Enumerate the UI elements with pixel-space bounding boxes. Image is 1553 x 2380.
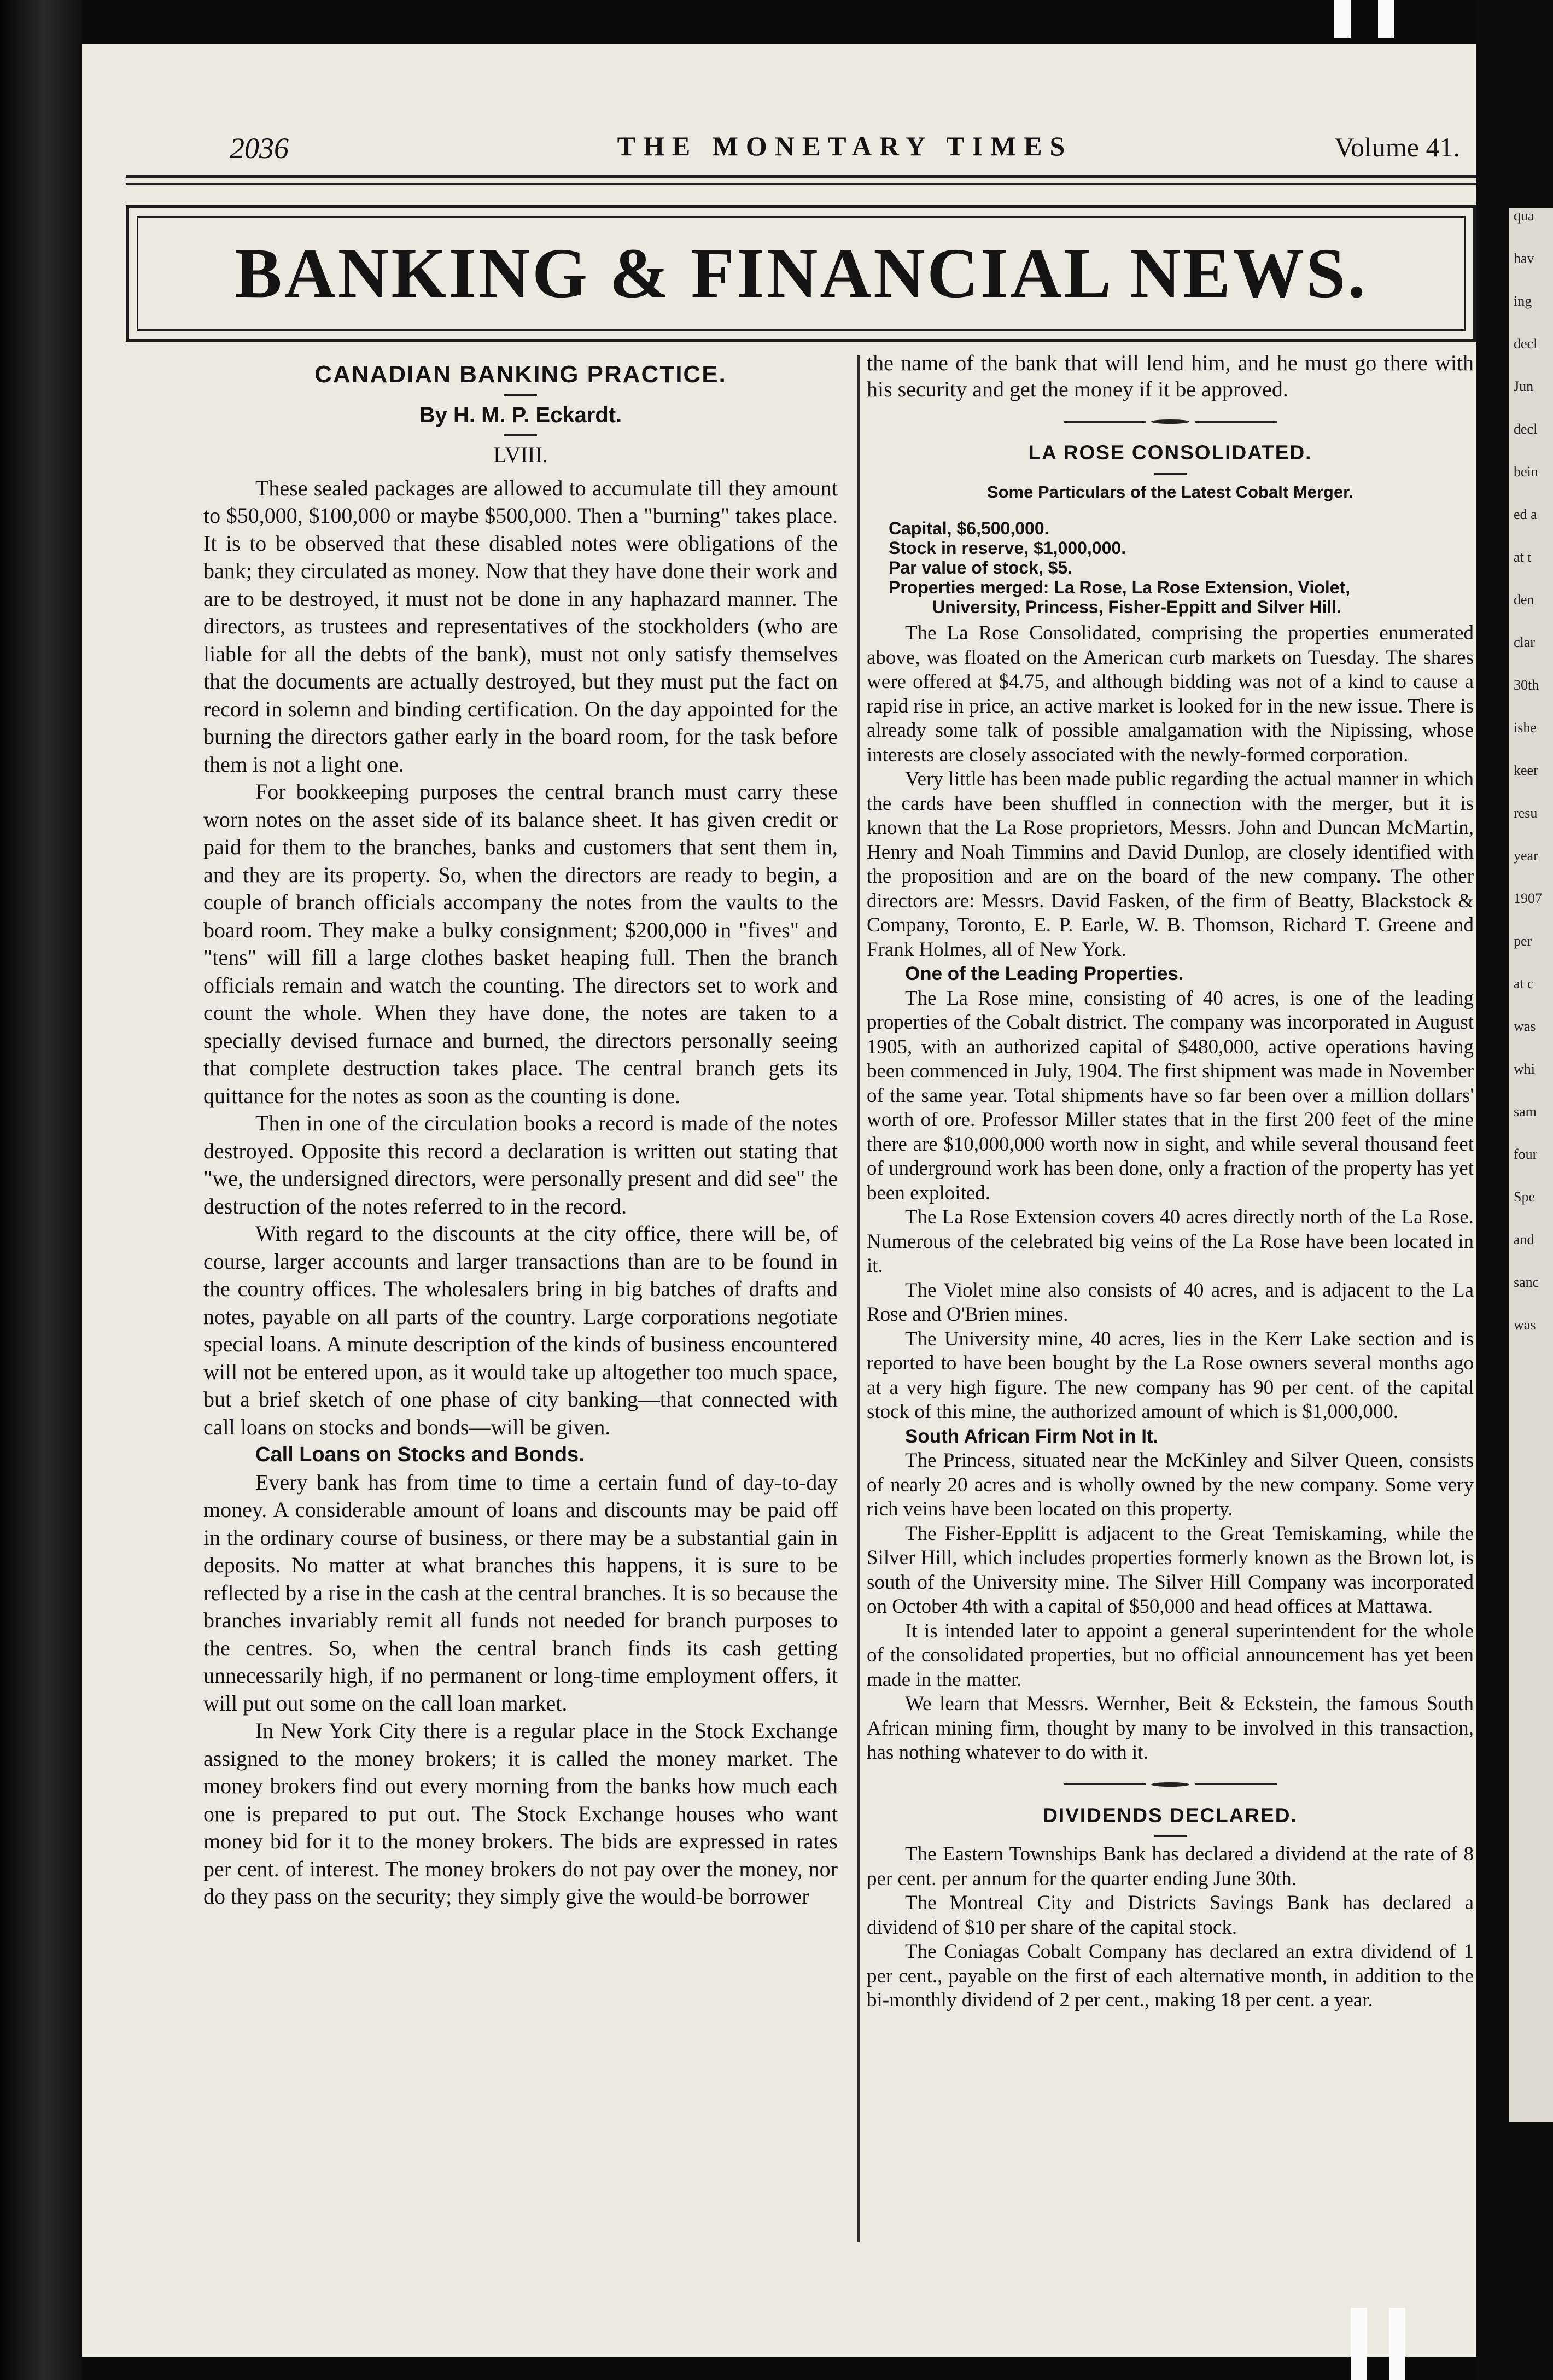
adjacent-page-fragments xyxy=(1509,208,1553,2122)
adjacent-page-fragment: decl xyxy=(1514,421,1538,437)
adjacent-page-fragment: resu xyxy=(1514,805,1538,821)
adjacent-page-fragment: qua xyxy=(1514,208,1534,224)
fact-par: Par value of stock, $5. xyxy=(889,558,1073,578)
article-subtitle: Some Particulars of the Latest Cobalt Merger. xyxy=(986,482,1354,501)
paragraph: We learn that Messrs. Wernher, Beit & Eckstein, the famous South African mining firm, thought by many to be involved in this transaction, has nothing whatever to do with it. xyxy=(867,1693,1474,1764)
scan-mark xyxy=(1389,2308,1405,2380)
column-divider xyxy=(857,355,860,2242)
adjacent-page-fragment: bein xyxy=(1514,464,1538,480)
paragraph: In New York City there is a regular place in the Stock Exchange assigned to the money brokers; it is called the money market. The money brokers find out every morning from the banks how much each one is prepared to put out. The Stock Exchange houses who want money bid for it to the money brokers. The bids are expressed in rates per cent. of interest. The money brokers do not pay over the money, nor do they pass on the security; they simply give the would-be borrower xyxy=(203,1718,838,1909)
paragraph: These sealed packages are allowed to accumulate till they amount to $50,000, $100,000 or maybe $500,000. Then a "burning" takes place. It is to be observed that these disabled notes were obligations of the bank; they circulated as money. Now that they have done their work and are to be destroyed, it must not be done in any haphazard manner. The directors, as trustees and representatives of the stockholders (who are liable for all the debts of the bank), must not only satisfy themselves that the documents are actually destroyed, but they must put the fact on record in solemn and binding certification. On the day appointed for the burning the directors gather early in the board room, for the task before them is not a light one. xyxy=(203,475,838,777)
banner-title: BANKING & FINANCIAL NEWS. xyxy=(235,234,1368,313)
adjacent-page-fragment: year xyxy=(1514,848,1538,864)
fact-list xyxy=(889,518,1474,617)
page-number: 2036 xyxy=(230,132,289,165)
subheading: South African Firm Not in It. xyxy=(905,1425,1159,1447)
paragraph: Then in one of the circulation books a record is made of the notes destroyed. Opposite this record a declaration is written out stating that "we, the undersigned directors, were personally present and did see" the destruction of the notes referred to in the record. xyxy=(203,1111,838,1218)
paragraph: Very little has been made public regarding the actual manner in which the cards have been shuffled in connection with the merger, but it is known that the La Rose proprietors, Messrs. John and Duncan McMartin, Henry and Noah Timmins and David Dunlop, are closely identified with the proposition and are on the board of the new company. The other directors are: Messrs. David Fasken, of the firm of Beatty, Blackstock & Company, Toronto, E. P. Earle, W. B. Thomson, Richard T. Greene and Frank Holmes, all of New York. xyxy=(867,768,1474,961)
adjacent-page-fragment: at t xyxy=(1514,549,1532,565)
book-binding xyxy=(0,0,82,2380)
title-rule xyxy=(1154,473,1187,475)
scan-mark xyxy=(1334,0,1351,38)
scan-mark xyxy=(1378,0,1394,38)
paragraph: The La Rose Consolidated, comprising the properties enumerated above, was floated on the American curb markets on Tuesday. The shares were offered at $4.75, and although bidding was not of a kind to cause a rapid rise in price, an active market is looked for in the new issue. There is already some talk of possible amalgamation with the Nipissing, whose interests are closely associated with the newly-formed corporation. xyxy=(867,622,1474,766)
fact-merged: Properties merged: La Rose, La Rose Extension, Violet, xyxy=(889,578,1351,597)
adjacent-page-fragment: ishe xyxy=(1514,720,1537,736)
adjacent-page-fragment: hav xyxy=(1514,250,1534,266)
adjacent-page-fragment: per xyxy=(1514,933,1532,949)
adjacent-page-fragment: decl xyxy=(1514,336,1538,352)
adjacent-page-fragment: four xyxy=(1514,1146,1538,1162)
byline: By H. M. P. Eckardt. xyxy=(419,402,622,427)
adjacent-page-fragment: sam xyxy=(1514,1104,1537,1119)
adjacent-page-fragment: sanc xyxy=(1514,1274,1539,1290)
paragraph: The La Rose mine, consisting of 40 acres, is one of the leading properties of the Cobalt district. The company was incorporated in August 1905, with an authorized capital of $480,000, active operations having been commenced in July, 1904. The first shipment was made in November of the same year. Total shipments have so far been over a million dollars' worth of ore. Professor Miller states that in the first 200 feet of the mine there are $10,000,000 worth now in sight, and while several thousand feet of underground work has been done, only a fraction of the property has yet been exploited. xyxy=(867,987,1474,1204)
title-rule xyxy=(1154,1835,1187,1837)
fact-reserve: Stock in reserve, $1,000,000. xyxy=(889,538,1126,558)
paragraph: The Eastern Townships Bank has declared a dividend at the rate of 8 per cent. per annum for the quarter ending June 30th. xyxy=(867,1843,1474,1890)
adjacent-page-fragment: was xyxy=(1514,1317,1536,1333)
ornament-divider xyxy=(867,1781,1474,1788)
volume-number: Volume 41. xyxy=(1334,132,1460,162)
section-banner xyxy=(126,205,1476,342)
right-column xyxy=(867,350,1474,2013)
paragraph: the name of the bank that will lend him, and he must go there with his security and get the money if it be approved. xyxy=(867,351,1474,401)
adjacent-page-fragment: keer xyxy=(1514,762,1538,778)
paragraph: For bookkeeping purposes the central branch must carry these worn notes on the asset side of its balance sheet. It has given credit or paid for them to the branches, banks and customers that sent them in, and they are its property. So, when the directors are ready to begin, a couple of branch officials accompany the notes from the vaults to the board room. They make a bulky consignment; $200,000 in "fives" and "tens" will fill a large clothes basket heaping full. Then the branch officials remain and watch the counting. The directors set to work and count the whole. When they have done, the notes are taken to a specially devised furnace and burned, the directors personally seeing that complete destruction takes place. The central branch gets its quittance for the notes as soon as the counting is done. xyxy=(203,779,838,1108)
adjacent-page-fragment: was xyxy=(1514,1018,1536,1034)
subheading: One of the Leading Properties. xyxy=(905,963,1184,984)
fact-capital: Capital, $6,500,000. xyxy=(889,518,1049,538)
paragraph: The Fisher-Epplitt is adjacent to the Great Temiskaming, while the Silver Hill, which includes properties formerly known as the Brown lot, is south of the University mine. The Silver Hill Company was incorporated on October 4th with a capital of $50,000 and head offices at Mattawa. xyxy=(867,1522,1474,1618)
adjacent-page xyxy=(1476,0,1553,2380)
paragraph: The Violet mine also consists of 40 acres, and is adjacent to the La Rose and O'Brien mines. xyxy=(867,1279,1474,1326)
byline-rule xyxy=(504,434,537,436)
paragraph: With regard to the discounts at the city office, there will be, of course, larger accounts and larger transactions than are to be found in the country offices. The wholesalers bring in big batches of drafts and notes, payable on all parts of the country. Large corporations negotiate special loans. A minute description of the kinds of business encountered will not be entered upon, as it would take up altogether too much space, but a brief sketch of one phase of city banking—that connected with call loans on stocks and bonds—will be given. xyxy=(203,1221,838,1439)
paragraph: Every bank has from time to time a certain fund of day-to-day money. A considerable amount of loans and discounts may be paid off in the ordinary course of business, or there may be a substantial gain in deposits. No matter at what branches this happens, it is sure to be reflected by a rise in the cash at the central branches. It is so because the branches invariably remit all funds not needed for branch purposes to the centres. So, when the central branch finds its cash getting unnecessarily high, if no permanent or long-time employment offers, it will put out some on the call loan market. xyxy=(203,1469,838,1716)
adjacent-page-fragment: and xyxy=(1514,1232,1534,1247)
installment-number: LVIII. xyxy=(493,442,548,467)
article-title: CANADIAN BANKING PRACTICE. xyxy=(314,361,727,388)
paragraph: The La Rose Extension covers 40 acres directly north of the La Rose. Numerous of the celebrated big veins of the La Rose have been located in it. xyxy=(867,1206,1474,1277)
adjacent-page-fragment: Spe xyxy=(1514,1189,1535,1205)
subheading: Call Loans on Stocks and Bonds. xyxy=(255,1443,585,1466)
paragraph: The University mine, 40 acres, lies in the Kerr Lake section and is reported to have been bought by the La Rose owners several months ago at a very high figure. The new company has 90 per cent. of the capital stock of this mine, the authorized amount of which is $1,000,000. xyxy=(867,1327,1474,1423)
adjacent-page-fragment: ed a xyxy=(1514,506,1537,522)
adjacent-page-fragment: clar xyxy=(1514,634,1535,650)
fact-merged-continued: University, Princess, Fisher-Eppitt and Silver Hill. xyxy=(932,597,1342,617)
publication-title: THE MONETARY TIMES xyxy=(617,131,1073,161)
paragraph: The Montreal City and Districts Savings Bank has declared a dividend of $10 per share of the capital stock. xyxy=(867,1892,1474,1939)
article-title: LA ROSE CONSOLIDATED. xyxy=(1028,441,1312,464)
ornament-divider xyxy=(867,418,1474,425)
paragraph: It is intended later to appoint a general superintendent for the whole of the consolidated properties, but no official announcement has yet been made in the matter. xyxy=(867,1619,1474,1691)
adjacent-page-fragment: 30th xyxy=(1514,677,1539,693)
paragraph: The Princess, situated near the McKinley and Silver Queen, consists of nearly 20 acres and is wholly owned by the new company. Some very rich veins have been located on this property. xyxy=(867,1449,1474,1520)
article-title: DIVIDENDS DECLARED. xyxy=(1043,1804,1298,1827)
title-rule xyxy=(504,394,537,396)
left-column xyxy=(203,350,838,1911)
header-rule xyxy=(126,183,1476,185)
header-rule xyxy=(126,175,1476,178)
scan-mark xyxy=(1351,2308,1367,2380)
adjacent-page-fragment: den xyxy=(1514,592,1534,608)
adjacent-page-fragment: whi xyxy=(1514,1061,1535,1077)
adjacent-page-fragment: at c xyxy=(1514,976,1534,991)
adjacent-page-fragment: 1907 xyxy=(1514,890,1542,906)
adjacent-page-fragment: Jun xyxy=(1514,378,1534,394)
paragraph: The Coniagas Cobalt Company has declared an extra dividend of 1 per cent., payable on the first of each alternative month, in addition to the bi-monthly dividend of 2 per cent., making 18 per cent. a year. xyxy=(867,1940,1474,2011)
adjacent-page-fragment: ing xyxy=(1514,293,1532,309)
running-header xyxy=(230,82,1460,165)
